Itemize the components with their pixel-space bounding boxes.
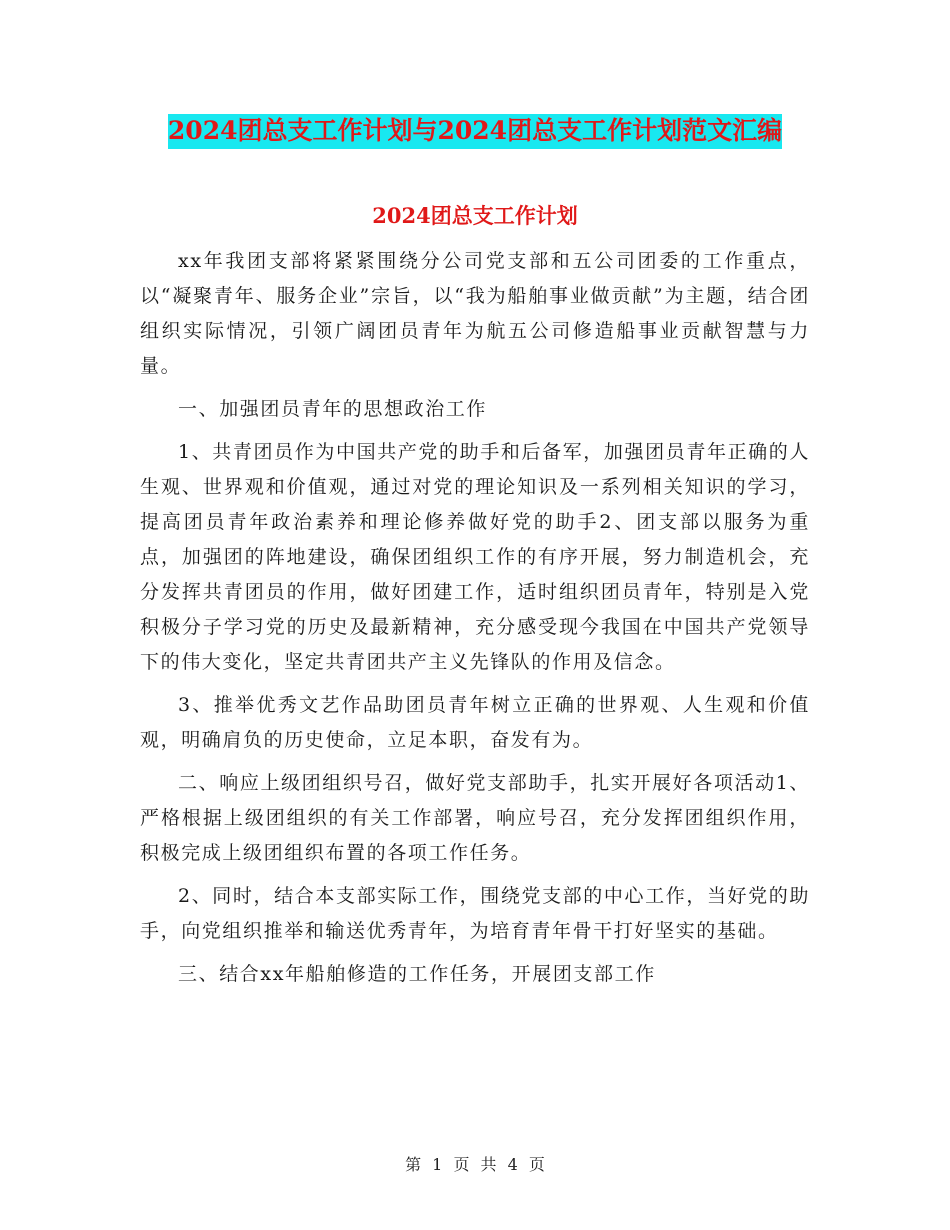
document-body (140, 244, 810, 1000)
heading-part-one: 一、加强团员青年的思想政治工作 (178, 398, 488, 420)
paragraph-item-1: 1、共青团员作为中国共产党的助手和后备军，加强团员青年正确的人生观、世界观和价值观，通过对党的理论知识及一系列相关知识的学习，提高团员青年政治素养和理论修养做好党的助手2、团支部以服务为重点，加强团的阵地建设，确保团组织工作的有序开展，努力制造机会，充分发挥共青团员的作用，做好团建工作，适时组织团员青年，特别是入党积极分子学习党的历史及最新精神，充分感受现今我国在中国共产党领导下的伟大变化，坚定共青团共产主义先锋队的作用及信念。 (140, 441, 810, 673)
page-footer: 第 1 页 共 4 页 (405, 1155, 545, 1174)
section-title: 2024团总支工作计划 (372, 203, 578, 228)
document-title (0, 112, 950, 150)
document-title-text: 2024团总支工作计划与2024团总支工作计划范文汇编 (168, 114, 782, 149)
paragraph-item-3: 3、推举优秀文艺作品助团员青年树立正确的世界观、人生观和价值观，明确肩负的历史使命，立足本职，奋发有为。 (140, 694, 810, 751)
heading-part-three: 三、结合xx年船舶修造的工作任务，开展团支部工作 (178, 963, 656, 985)
heading-part-two: 二、响应上级团组织号召，做好党支部助手，扎实开展好各项活动1、严格根据上级团组织的有关工作部署，响应号召，充分发挥团组织作用，积极完成上级团组织布置的各项工作任务。 (140, 772, 810, 864)
paragraph-item-2: 2、同时，结合本支部实际工作，围绕党支部的中心工作，当好党的助手，向党组织推举和输送优秀青年，为培育青年骨干打好坚实的基础。 (140, 885, 810, 942)
paragraph-intro: xx年我团支部将紧紧围绕分公司党支部和五公司团委的工作重点，以“凝聚青年、服务企业”宗旨，以“我为船舶事业做贡献”为主题，结合团组织实际情况，引领广阔团员青年为航五公司修造船事业贡献智慧与力量。 (140, 250, 810, 377)
